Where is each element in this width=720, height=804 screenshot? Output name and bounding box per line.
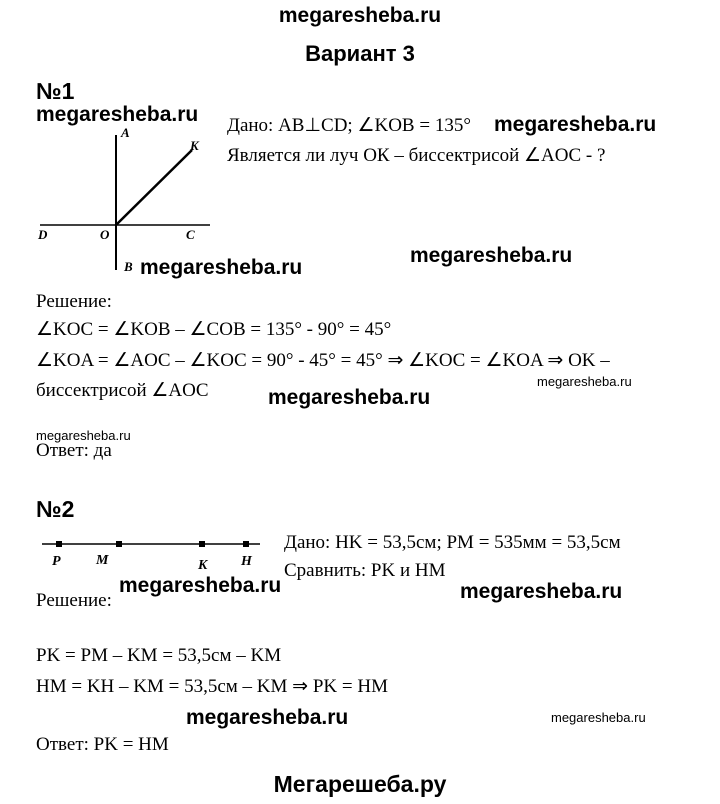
watermark: megaresheba.ru bbox=[410, 244, 573, 267]
task1-figure bbox=[30, 125, 230, 275]
task1-solution-line: ∠KOA = ∠AOC – ∠KOC = 90° - 45° = 45° ⇒ ∠KOC = ∠KOA ⇒ OK – bbox=[36, 350, 610, 371]
label-p: P bbox=[52, 554, 61, 569]
task2-solution-title: Решение: bbox=[36, 590, 112, 611]
task2-number: №2 bbox=[36, 496, 75, 522]
point-m bbox=[116, 541, 122, 547]
label-k: K bbox=[190, 138, 199, 153]
task1-solution-title: Решение: bbox=[36, 291, 112, 312]
point-p bbox=[56, 541, 62, 547]
task1-solution-line: ∠KOC = ∠KOB – ∠COB = 135° - 90° = 45° bbox=[36, 319, 392, 340]
label-m: M bbox=[96, 553, 109, 568]
watermark: megaresheba.ru bbox=[140, 256, 303, 279]
task1-number: №1 bbox=[36, 78, 75, 104]
point-k bbox=[199, 541, 205, 547]
label-h: H bbox=[241, 554, 252, 569]
task2-given: Дано: HK = 53,5см; PM = 535мм = 53,5см bbox=[284, 532, 621, 553]
task1-question: Является ли луч ОК – биссектрисой ∠AOC - ? bbox=[227, 145, 606, 166]
watermark: megaresheba.ru bbox=[268, 386, 431, 409]
watermark: megaresheba.ru bbox=[537, 374, 632, 389]
task1-solution-line: биссектрисой ∠AOC bbox=[36, 380, 209, 401]
task1-answer: Ответ: да bbox=[36, 440, 112, 461]
watermark: megaresheba.ru bbox=[119, 574, 282, 597]
label-a: A bbox=[121, 125, 130, 140]
task2-compare: Сравнить: PK и HM bbox=[284, 560, 446, 581]
task2-solution-line: PK = PM – KM = 53,5см – KM bbox=[36, 645, 282, 666]
watermark: megaresheba.ru bbox=[551, 710, 646, 725]
watermark: megaresheba.ru bbox=[494, 113, 657, 136]
label-o: O bbox=[100, 227, 110, 242]
task2-solution-line: HM = KH – KM = 53,5см – KM ⇒ PK = HM bbox=[36, 676, 388, 697]
task2-answer: Ответ: PK = HM bbox=[36, 734, 169, 755]
watermark: megaresheba.ru bbox=[36, 428, 131, 443]
watermark: megaresheba.ru bbox=[36, 103, 199, 126]
label-k: K bbox=[198, 558, 208, 573]
ray-ok bbox=[116, 150, 192, 225]
label-b: B bbox=[124, 259, 133, 274]
variant-title: Вариант 3 bbox=[305, 41, 415, 66]
point-h bbox=[243, 541, 249, 547]
task2-figure bbox=[38, 532, 268, 576]
label-d: D bbox=[38, 227, 48, 242]
header-site: megaresheba.ru bbox=[278, 4, 442, 27]
watermark: megaresheba.ru bbox=[186, 706, 349, 729]
label-c: C bbox=[186, 227, 195, 242]
watermark: megaresheba.ru bbox=[460, 580, 623, 603]
task1-given: Дано: AB⊥CD; ∠KOB = 135° bbox=[227, 115, 471, 136]
footer-text: Мегарешеба.ру bbox=[273, 771, 447, 797]
